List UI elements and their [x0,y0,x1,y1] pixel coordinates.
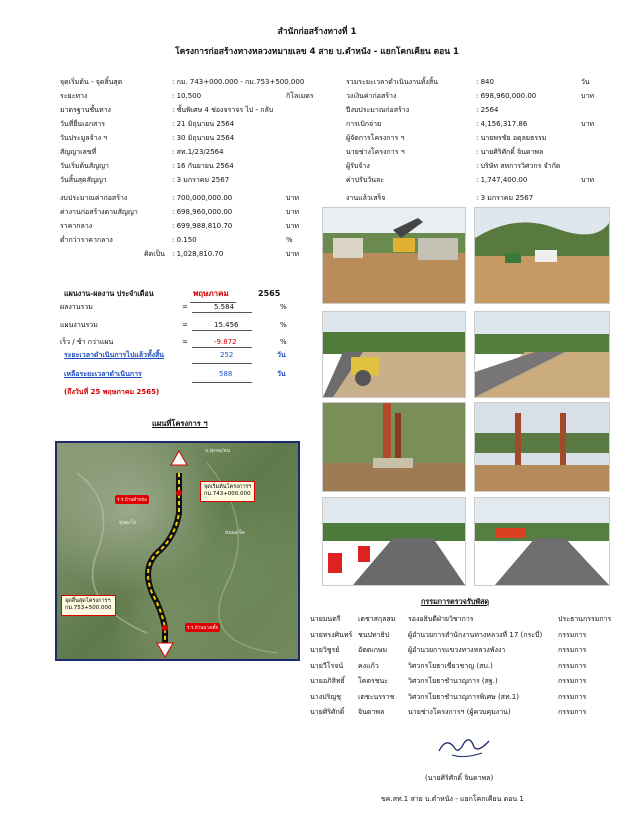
site-photo-8 [474,497,610,586]
info-label: รวมระยะเวลาดำเนินงานทั้งสิ้น [346,78,438,86]
info-label: ปีงบประมาณก่อสร้าง [346,106,410,114]
map-label-a: ทุ่งตะโก [119,520,137,526]
signature-title: ขค.สท.1 สาย บ.ตำหนัง - แยกโคกเคียน ตอน 1 [381,795,524,803]
member-last-name: ชนปทาธิป [358,630,390,639]
info-unit: % [286,236,293,244]
member-role: กรรมการ [558,646,587,654]
progress-month: พฤษภาคม [193,289,229,298]
info-value: : นายศิริศักดิ์ จินดาพล [476,148,544,156]
as-of-date: (ถึงวันที่ 25 พฤษภาคม 2565) [64,388,160,396]
info-label: วันสิ้นสุดสัญญา [60,176,107,184]
member-first-name: นายวีโรจน์ [310,661,344,670]
site-photo-7 [322,497,466,586]
info-value: : 1,747,400.00 [476,176,528,184]
info-value: : 3 มกราคม 2567 [476,194,534,202]
progress-unit: % [280,321,287,329]
info-unit: บาท [286,222,299,230]
member-position: ผู้อำนวยการแขวงทางหลวงพังงา [408,646,506,654]
info-value: : 1,028,810.70 [172,250,224,258]
site-photo-2 [474,207,610,304]
site-photo-6 [474,402,610,492]
member-position: วิศวกรโยธาเชี่ยวชาญ (สบ.) [408,661,493,670]
member-role: ประธานกรรมการ [558,615,612,623]
info-value: : 0.150 [172,236,197,244]
info-unit: กิโลเมตร [286,92,314,100]
end-callout-line1: จุดสิ้นสุดโครงการฯ [65,598,111,604]
school-tag-1: ร.ร.บ้านตำหนัง [115,495,149,504]
info-unit: บาท [581,92,594,100]
info-label: งานแล้วเสร็จ [346,194,386,202]
info-label: ราคากลาง [60,222,93,230]
info-label: นายช่างโครงการ ฯ [346,148,405,156]
office-title: สำนักก่อสร้างทางที่ 1 [277,27,357,37]
info-label: ค่าปรับวันละ [346,176,385,184]
info-label: วันที่ยื่นเอกสาร [60,120,106,128]
info-unit: บาท [286,250,299,258]
info-unit: บาท [581,176,594,184]
info-unit: บาท [286,208,299,216]
info-value: : กม. 743+000.000 - กม.753+500.000 [172,78,305,86]
progress-label: ผลงานรวม [60,303,93,311]
map-label-c: อ.ทุ่งขอ/ทน [205,448,231,454]
progress-value: -9.872 [214,338,237,346]
remaining-unit: วัน [277,370,286,378]
map-heading: แผนที่โครงการ ฯ [152,419,208,428]
info-value: : 698,960,000.00 [172,208,233,216]
info-value: : 698,960,000.00 [476,92,537,100]
member-role: กรรมการ [558,677,587,685]
info-value: : สท.1/23/2564 [172,148,224,156]
info-value: : ชั้นพิเศษ 4 ช่องจราจร ไป - กลับ [172,106,274,114]
member-last-name: โคตรชนะ [358,677,389,685]
member-role: กรรมการ [558,661,587,670]
end-callout-line2: กม.753+500.000 [65,605,112,612]
member-position: วิศวกรโยธาชำนาญการ (สฐ.) [408,677,498,685]
progress-eq: = [182,303,188,311]
member-position: รองอธิบดีฝ่ายวิชาการ [408,615,474,623]
info-value: : 16 กันยายน 2564 [172,162,234,170]
elapsed-value: 252 [220,351,234,359]
school-tag-2: ร.ร.บ้านนางเตี้ย [185,623,220,632]
map-route-svg [57,443,298,659]
member-role: กรรมการ [558,630,587,639]
info-label: วงเงินค่าก่อสร้าง [346,92,397,100]
progress-label: แผนงานรวม [60,321,98,329]
remaining-label: เหลือระยะเวลาดำเนินการ [64,370,142,378]
info-label: ต่ำกว่าราคากลาง [60,236,113,244]
info-label: ผู้รับจ้าง [346,162,370,170]
member-position: นายช่างโครงการฯ (ผู้ควบคุมงาน) [408,708,511,716]
elapsed-label: ระยะเวลาดำเนินการไปแล้วทั้งสิ้น [64,351,165,359]
start-callout-line2: กม.743+000.000 [204,491,251,498]
member-first-name: นางปริญชุ [310,692,342,701]
site-photo-4 [474,311,610,398]
info-value: : 699,988,810.70 [172,222,233,230]
progress-unit: % [280,338,287,346]
progress-underline [192,347,252,348]
info-label: ระยะทาง [60,92,88,100]
info-unit: วัน [581,78,590,86]
committee-heading: กรรมการตรวจรับพัสดุ [421,597,490,606]
start-callout-line1: จุดเริ่มต้นโครงการฯ [204,484,252,490]
info-value: : 4,156,317.86 [476,120,528,128]
member-last-name: คงแก้ว [358,661,379,670]
member-last-name: เตชะนรราช [358,692,395,701]
info-label: ผู้จัดการโครงการ ฯ [346,134,405,142]
info-unit: บาท [581,120,594,128]
member-last-name: จินดาพล [358,708,385,716]
site-photo-5 [322,402,466,492]
member-role: กรรมการ [558,692,587,701]
info-value: : 30 มิถุนายน 2564 [172,134,235,142]
info-value: : นายพรชัย อดุลยธรรม [476,134,547,142]
progress-heading: แผนงาน-ผลงาน ประจำเดือน [64,289,154,298]
member-last-name: เตชาสกุลสม [358,615,396,623]
member-first-name: นายทรงศินทร์ [310,630,353,639]
info-label: สัญญาเลขที่ [60,148,97,156]
progress-value: 5.584 [214,303,235,311]
info-value: : 840 [476,78,494,86]
info-label: การเบิกจ่าย [346,120,382,128]
map-label-b: หนองเจ็ด [225,530,246,536]
project-title: โครงการก่อสร้างทางหลวงหมายเลข 4 สาย บ.ตำหนัง - แยกโคกเคียน ตอน 1 [175,47,459,57]
progress-underline [192,330,252,331]
member-position: ผู้อำนวยการสำนักงานทางหลวงที่ 17 (กระบี่) [408,630,543,639]
site-photo-1 [322,207,466,304]
member-first-name: นายวิชูรย์ [310,646,340,654]
elapsed-unit: วัน [277,351,286,359]
progress-eq: = [182,321,188,329]
member-position: วิศวกรโยธาชำนาญการพิเศษ (สท.1) [408,692,519,701]
info-value: : 3 มกราคม 2567 [172,176,230,184]
info-label: งบประมาณค่าก่อสร้าง [60,194,128,202]
member-role: กรรมการ [558,708,587,716]
member-first-name: นายมนตรี [310,615,341,623]
info-value: : บริษัท สหการวิศวกร จำกัด [476,162,561,170]
signature-mark [434,733,494,761]
info-value: : 2564 [476,106,499,114]
info-label: วันประมูลจ้าง ฯ [60,134,108,142]
member-last-name: อัตตเกษม [358,646,388,654]
progress-eq: = [182,338,188,346]
progress-label: เร็ว / ช้า กว่าแผน [60,338,114,346]
info-value: : 10.500 [172,92,202,100]
progress-unit: % [280,303,287,311]
site-photo-3 [322,311,466,398]
info-value: : 21 มิถุนายน 2564 [172,120,235,128]
member-first-name: นายศิริศักดิ์ [310,708,345,716]
info-label: มาตรฐานชั้นทาง [60,106,111,114]
progress-underline [192,312,252,313]
progress-year: 2565 [258,289,281,298]
info-value: : 700,000,000.00 [172,194,233,202]
info-label: จุดเริ่มต้น - จุดสิ้นสุด [60,78,123,86]
progress-value: 15.456 [214,321,239,329]
info-unit: บาท [286,194,299,202]
info-label: ค่างานก่อสร้างตามสัญญา [60,208,138,216]
info-label: วันเริ่มต้นสัญญา [60,162,109,170]
info-label: คิดเป็น [144,250,165,258]
signature-name: (นายศิริศักดิ์ จินดาพล) [425,774,494,782]
member-first-name: นายอภิสิทธิ์ [310,677,345,685]
remaining-value: 588 [219,370,233,378]
project-map [55,441,300,661]
